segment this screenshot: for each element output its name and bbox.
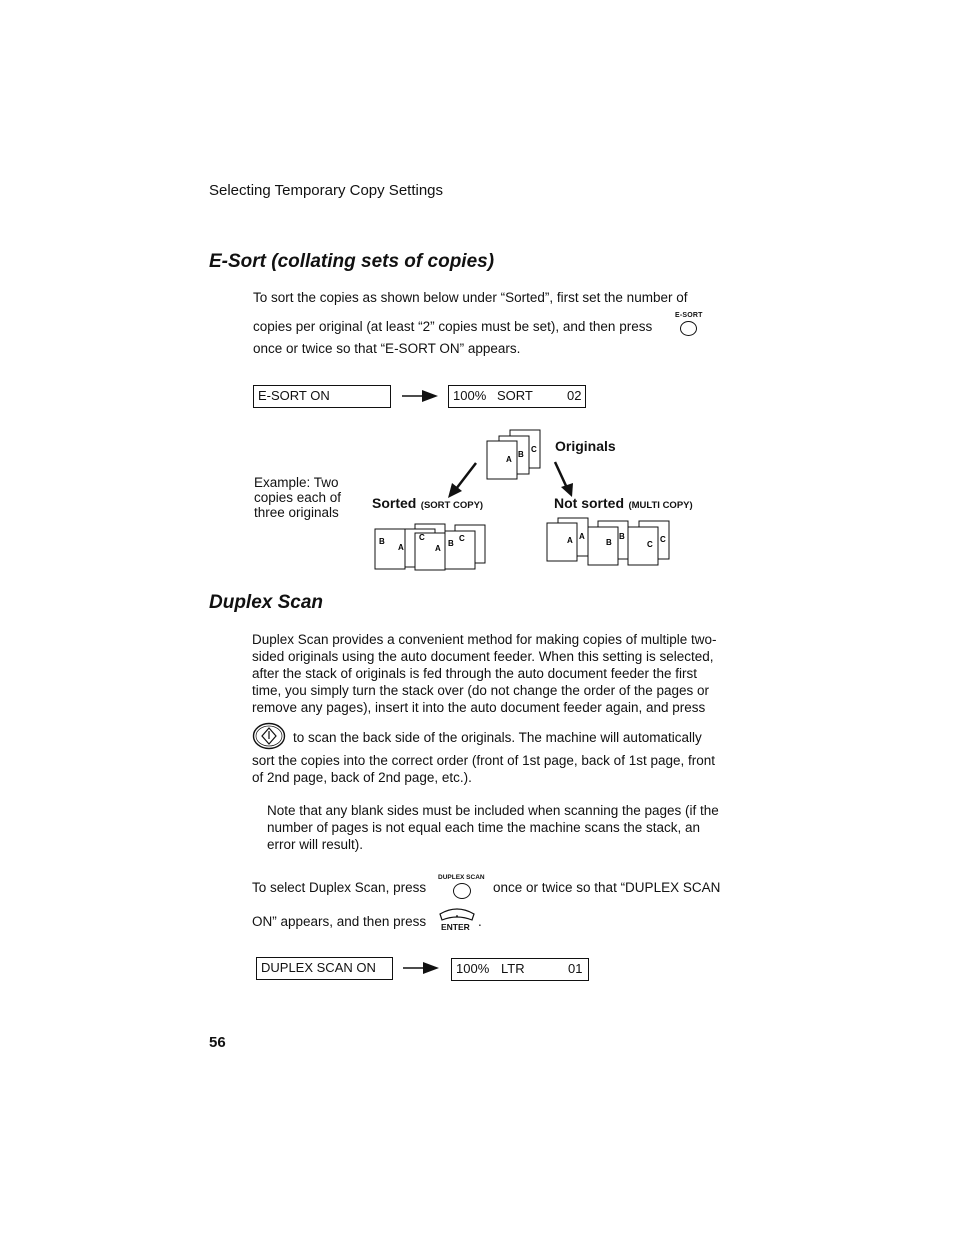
- esort-display-left: E-SORT ON: [253, 385, 391, 408]
- esort-display-right: [448, 385, 586, 408]
- duplex-display-left: DUPLEX SCAN ON: [256, 957, 393, 980]
- svg-text:C: C: [660, 535, 666, 544]
- esort-para-line3: once or twice so that “E-SORT ON” appears.: [253, 341, 521, 356]
- page-number: 56: [209, 1034, 226, 1051]
- duplex-note-line: Note that any blank sides must be included when scanning the pages (if the: [267, 803, 719, 818]
- arrow-right-icon: [402, 389, 438, 403]
- svg-text:B: B: [379, 537, 385, 546]
- svg-text:A: A: [398, 543, 404, 552]
- sorted-label: Sorted: [372, 495, 417, 511]
- arrow-right-icon: [403, 961, 439, 975]
- duplex-para1-tail-line: sort the copies into the correct order (front of 1st page, back of 1st page, front: [252, 753, 716, 768]
- esort-para-line2: copies per original (at least “2” copies must be set), and then press: [253, 319, 653, 334]
- running-head: Selecting Temporary Copy Settings: [209, 182, 444, 199]
- duplex-para1-tail: [252, 752, 715, 786]
- esort-key-label: E-SORT: [675, 312, 703, 319]
- example-text: [254, 475, 341, 520]
- svg-text:C: C: [647, 540, 653, 549]
- not-sorted-stacks: [547, 518, 669, 565]
- select-period: .: [478, 914, 482, 929]
- svg-text:B: B: [619, 532, 625, 541]
- enter-key-label: ENTER: [441, 922, 470, 932]
- arrow-to-sorted-icon: [448, 463, 476, 498]
- sorted-sub: (SORT COPY): [420, 500, 484, 511]
- page-letter-a: A: [506, 455, 512, 464]
- esort-key-button: [672, 312, 708, 342]
- select-line2: ON” appears, and then press: [252, 914, 427, 929]
- duplex-para1-cont: to scan the back side of the originals. The machine will automatically: [293, 730, 702, 745]
- arrow-to-not-sorted-icon: [555, 462, 573, 497]
- duplex-para1-line: after the stack of originals is fed through the auto document feeder the first: [252, 666, 698, 681]
- duplex-heading: Duplex Scan: [209, 592, 324, 613]
- duplex-note-line: error will result).: [267, 837, 364, 852]
- svg-text:B: B: [448, 539, 454, 548]
- duplex-para1-line: time, you simply turn the stack over (do not change the order of the pages or: [252, 683, 709, 698]
- not-sorted-label: Not sorted: [554, 495, 624, 511]
- esort-para-line1: To sort the copies as shown below under “Sorted”, first set the number of: [253, 290, 688, 305]
- round-key-icon: [453, 883, 471, 899]
- not-sorted-sub: (MULTI COPY): [628, 500, 693, 511]
- display-mode: SORT: [497, 388, 533, 403]
- esort-heading: E-Sort (collating sets of copies): [209, 251, 495, 272]
- display-percent: 100%: [453, 388, 487, 403]
- duplex-para1-tail-line: of 2nd page, back of 2nd page, etc.).: [252, 770, 472, 785]
- example-line1: Example: Two: [254, 475, 339, 490]
- duplex-note: [267, 802, 719, 853]
- round-key-icon: [680, 321, 697, 336]
- select-suffix: once or twice so that “DUPLEX SCAN: [493, 880, 721, 895]
- display-count: 02: [567, 388, 582, 403]
- sorted-stacks: [375, 524, 485, 570]
- duplex-para1-line: sided originals using the auto document feeder. When this setting is selected,: [252, 649, 714, 664]
- svg-text:A: A: [567, 536, 573, 545]
- page-letter-c: C: [531, 445, 537, 454]
- originals-stack: [487, 430, 540, 479]
- duplex-para1-line: remove any pages), insert it into the auto document feeder again, and press: [252, 700, 706, 715]
- svg-text:C: C: [419, 533, 425, 542]
- originals-label: Originals: [555, 438, 616, 454]
- display-percent: 100%: [456, 961, 490, 976]
- example-line2: copies each of: [254, 490, 342, 505]
- display-count: 01: [568, 961, 583, 976]
- duplex-para1-line: Duplex Scan provides a convenient method for making copies of multiple two-: [252, 632, 717, 647]
- display-mode: LTR: [501, 961, 525, 976]
- not-sorted-caption: [554, 495, 693, 513]
- svg-text:A: A: [579, 532, 585, 541]
- duplex-note-line: number of pages is not equal each time the machine scans the stack, an: [267, 820, 701, 835]
- page-letter-b: B: [518, 450, 524, 459]
- svg-text:A: A: [435, 544, 441, 553]
- duplex-scan-key-label: DUPLEX SCAN: [438, 874, 485, 881]
- select-prefix: To select Duplex Scan, press: [252, 880, 427, 895]
- example-line3: three originals: [254, 505, 339, 520]
- duplex-scan-key-button: [437, 874, 491, 902]
- sorted-caption: [372, 495, 483, 513]
- svg-text:C: C: [459, 534, 465, 543]
- enter-key-button: [437, 906, 477, 934]
- duplex-para1: [252, 631, 717, 716]
- svg-text:B: B: [606, 538, 612, 547]
- start-key-button: [252, 722, 286, 750]
- duplex-display-right: [451, 958, 589, 981]
